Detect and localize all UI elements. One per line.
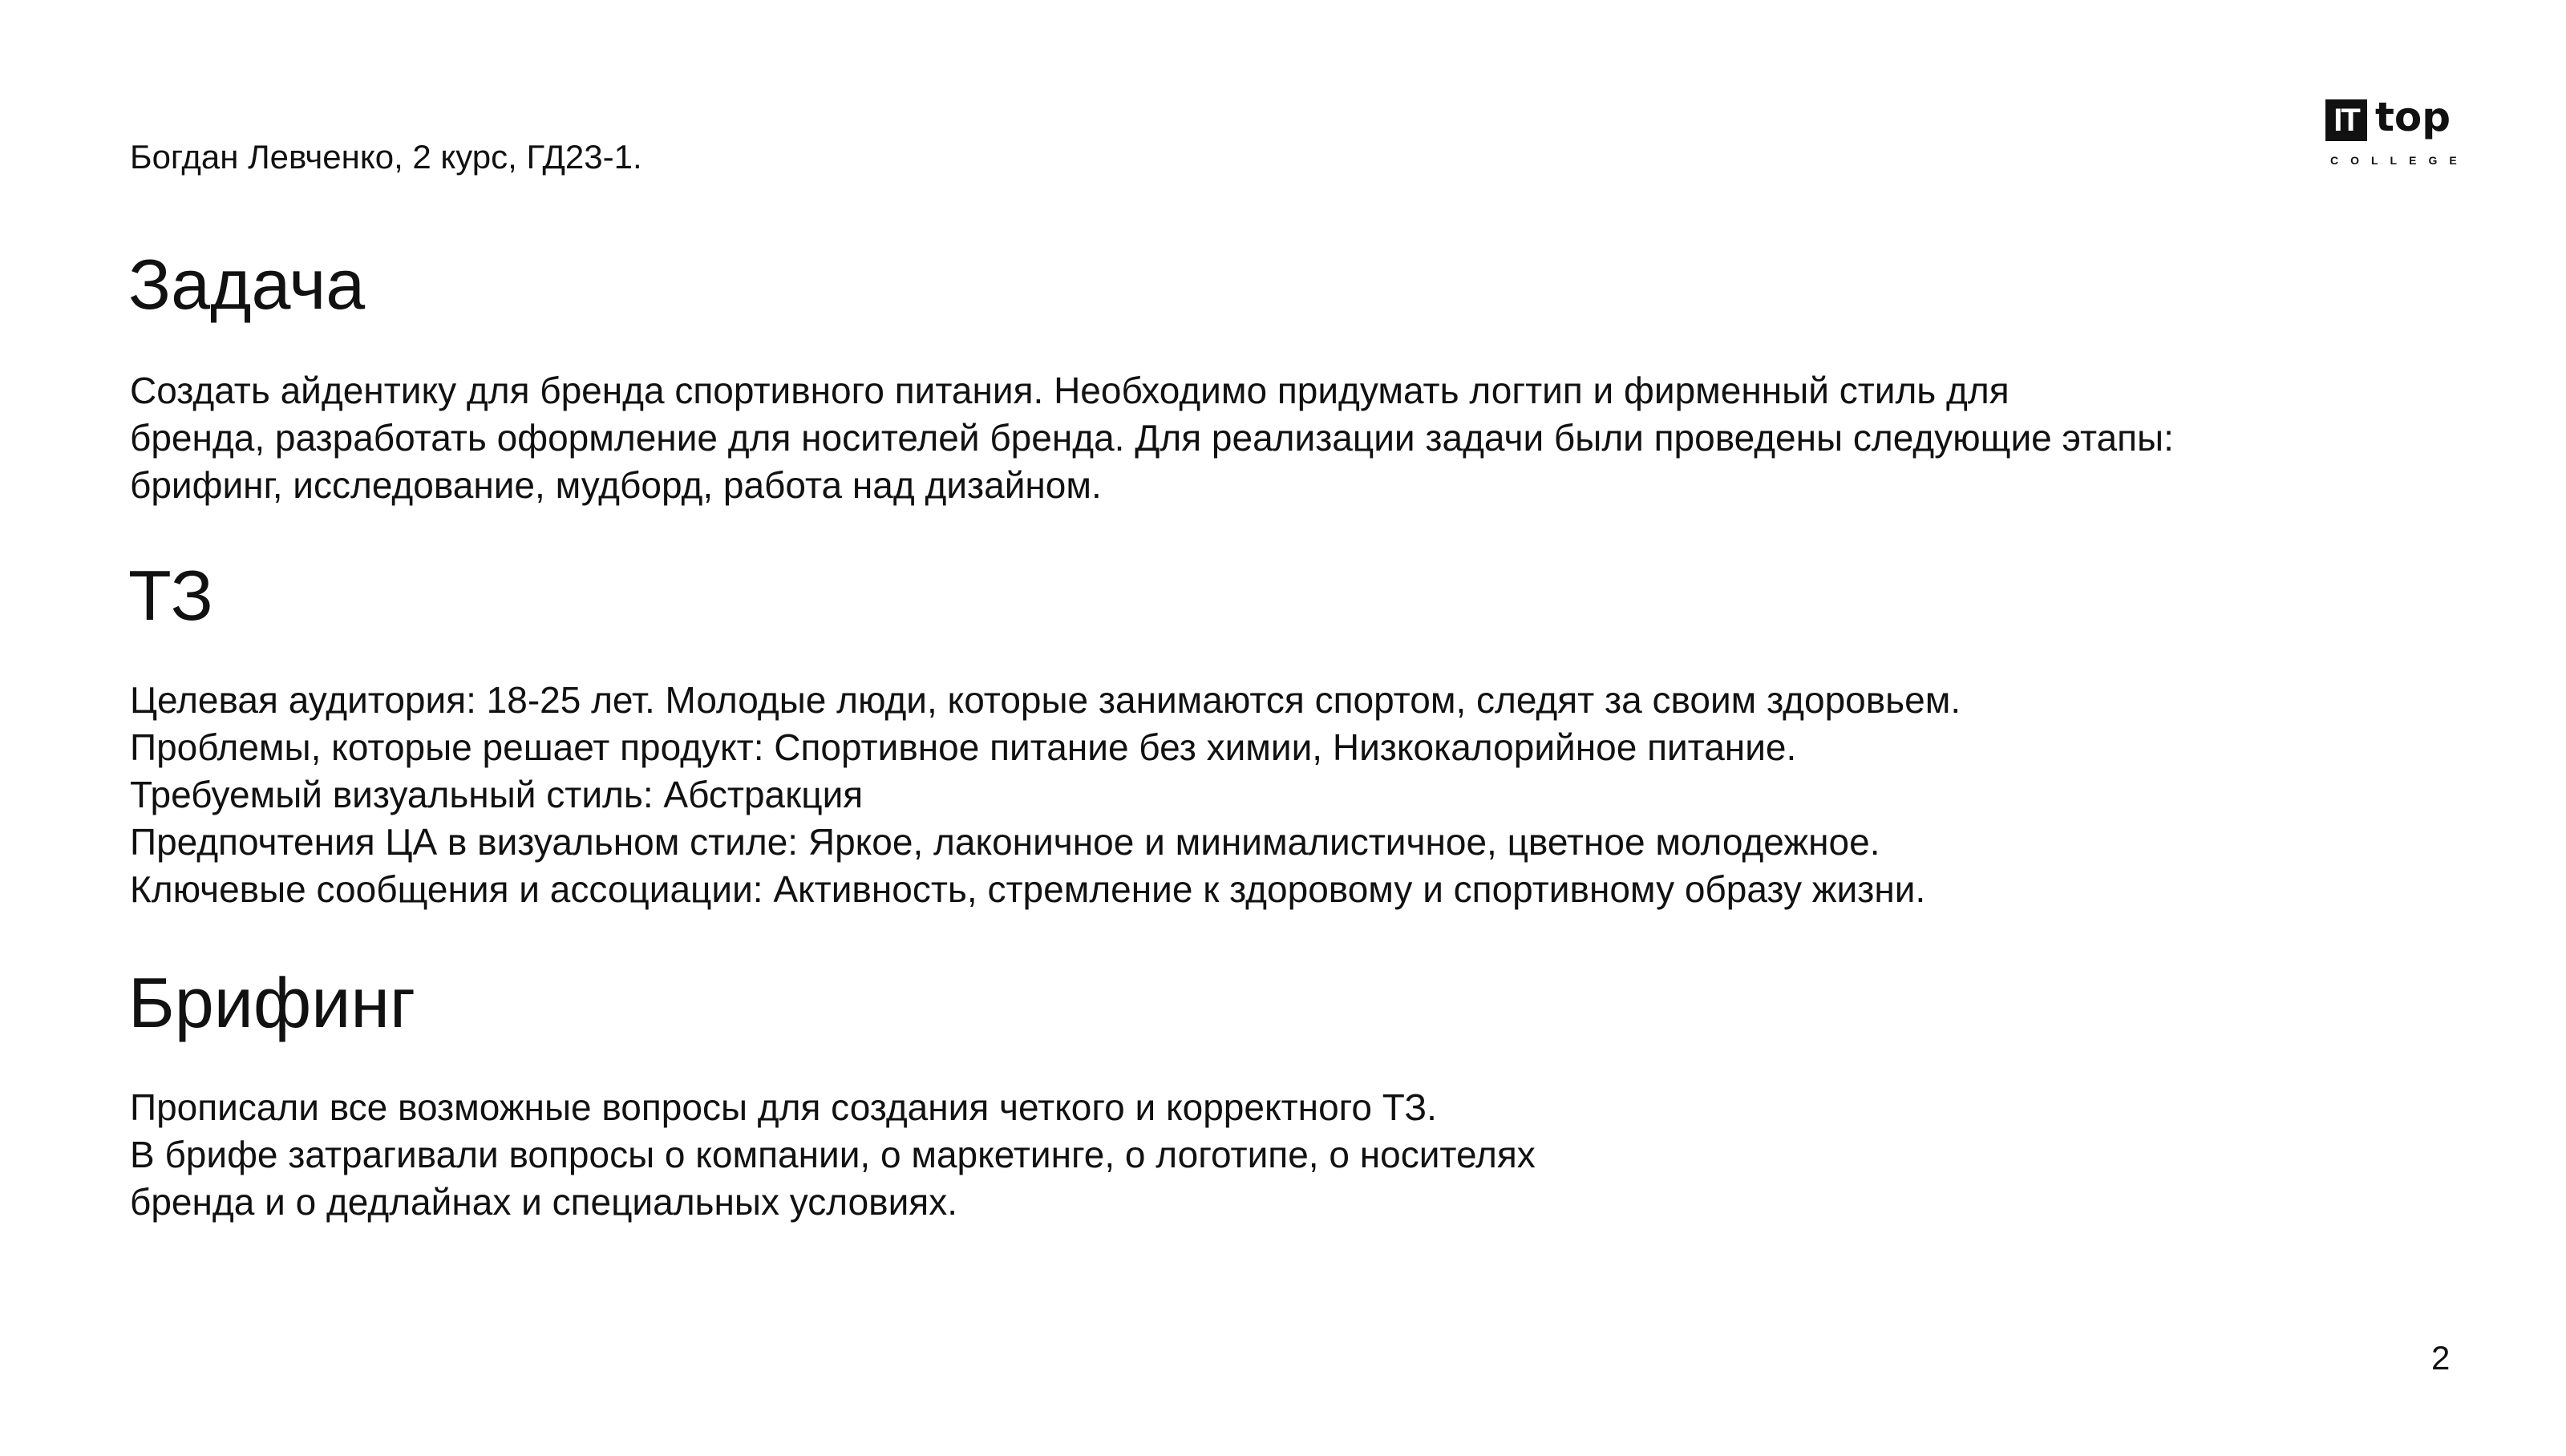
section-body-task bbox=[130, 367, 2174, 509]
section-body-briefing bbox=[130, 1084, 1536, 1226]
text-line: Ключевые сообщения и ассоциации: Активность, стремление к здоровому и спортивному образу жизни. bbox=[130, 868, 1926, 910]
text-line: брифинг, исследование, мудборд, работа над дизайном. bbox=[130, 464, 1102, 506]
it-top-college-logo bbox=[2325, 96, 2470, 168]
text-line: Прописали все возможные вопросы для создания четкого и корректного ТЗ. bbox=[130, 1086, 1437, 1128]
author-line: Богдан Левченко, 2 курс, ГД23-1. bbox=[130, 138, 642, 176]
section-body-tz bbox=[130, 677, 1961, 913]
page-number: 2 bbox=[2431, 1339, 2451, 1377]
text-line: Проблемы, которые решает продукт: Спортивное питание без химии, Низкокалорийное питание. bbox=[130, 726, 1797, 768]
section-title-briefing: Брифинг bbox=[128, 963, 416, 1042]
text-line: Предпочтения ЦА в визуальном стиле: Яркое, лаконичное и минималистичное, цветное молодежное. bbox=[130, 821, 1880, 863]
text-line: бренда, разработать оформление для носителей бренда. Для реализации задачи были проведены следующие этапы: bbox=[130, 417, 2174, 459]
text-line: Требуемый визуальный стиль: Абстракция bbox=[130, 774, 864, 815]
logo-college-text: COLLEGE bbox=[2330, 154, 2469, 167]
logo-top-word: top bbox=[2375, 94, 2451, 140]
logo-it-box: IT bbox=[2325, 99, 2367, 141]
text-line: Создать айдентику для бренда спортивного питания. Необходимо придумать логтип и фирменный стиль для bbox=[130, 370, 2009, 411]
section-title-tz: ТЗ bbox=[128, 556, 213, 635]
section-title-task: Задача bbox=[128, 245, 366, 324]
text-line: В брифе затрагивали вопросы о компании, о маркетинге, о логотипе, о носителях bbox=[130, 1134, 1536, 1175]
text-line: Целевая аудитория: 18-25 лет. Молодые люди, которые занимаются спортом, следят за своим здоровьем. bbox=[130, 679, 1961, 721]
text-line: бренда и о дедлайнах и специальных условиях. bbox=[130, 1181, 957, 1223]
